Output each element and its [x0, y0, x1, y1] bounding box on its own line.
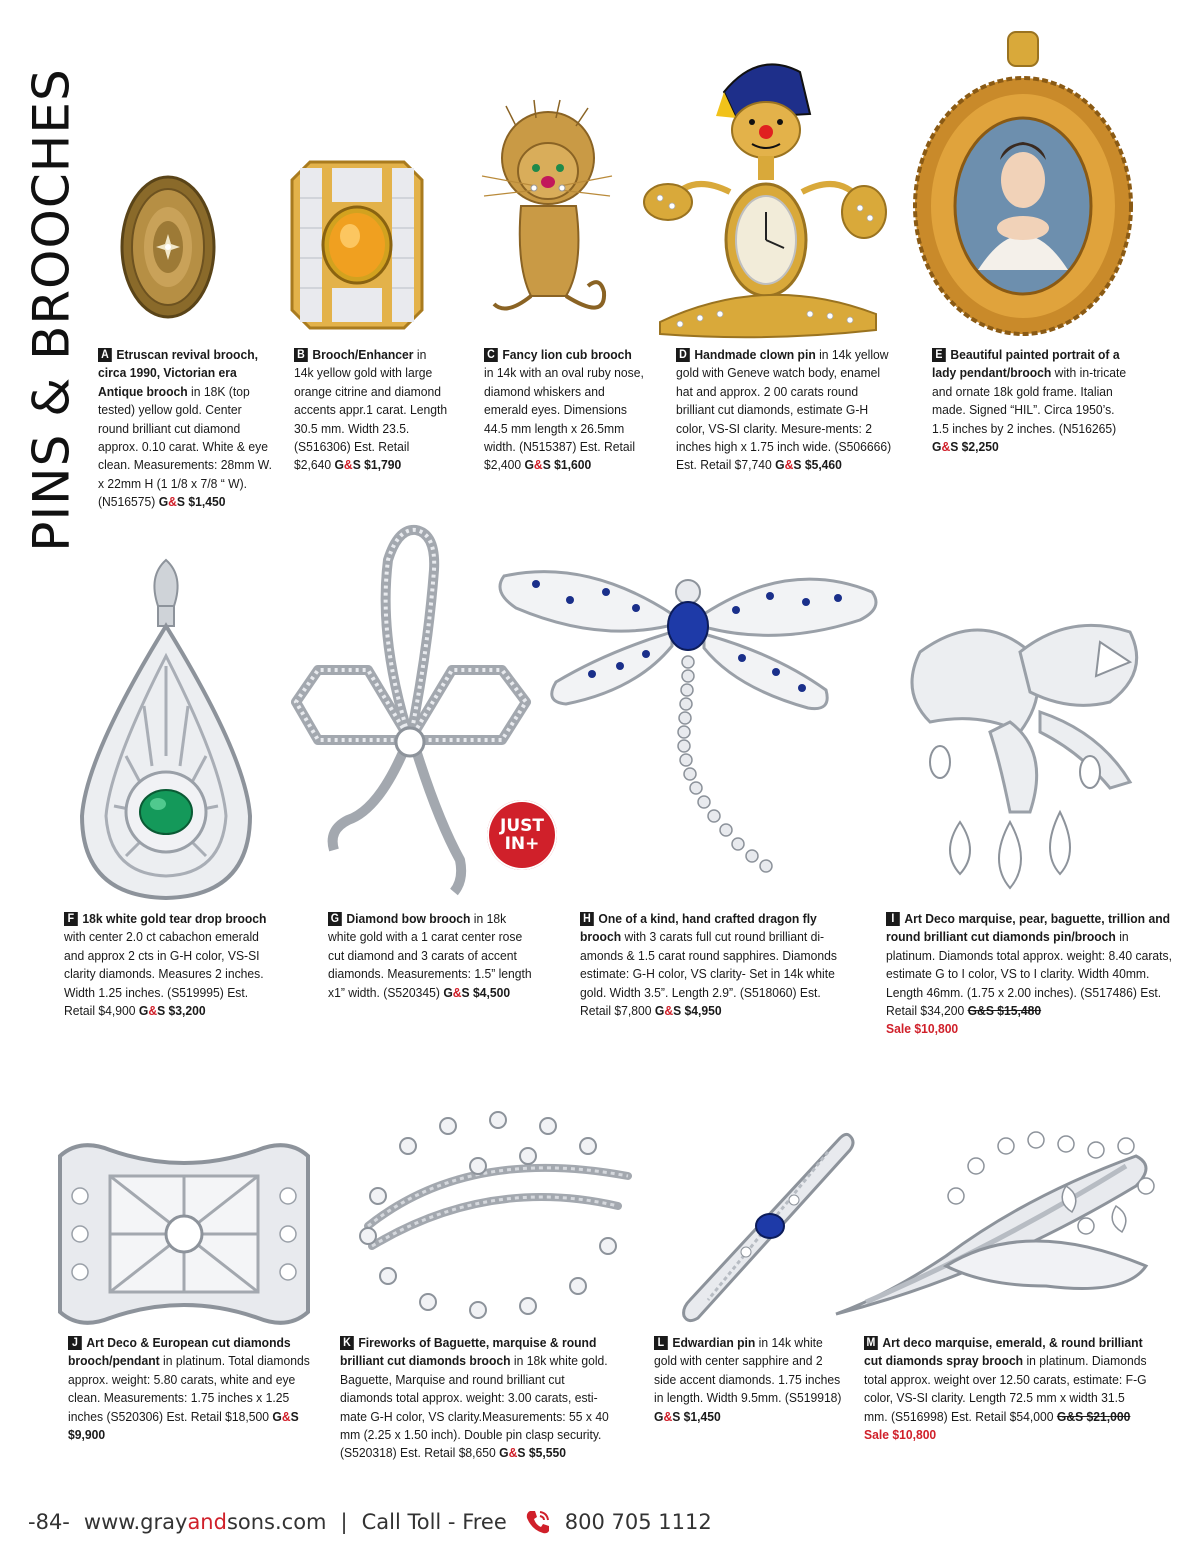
item-letter-badge: D	[676, 348, 690, 362]
item-m-image	[826, 1126, 1160, 1328]
item-letter-badge: C	[484, 348, 498, 362]
item-c-description: C Fancy lion cub brooch in 14k with an oval ruby nose, diamond whiskers and emerald eyes. Dimensions 44.5 mm length x 26.5mm width. (N515387) Est. Retail $2,400 G&S $1,600	[484, 347, 644, 473]
item-i-description: I Art Deco marquise, pear, baguette, trillion and round brilliant cut diamonds pin/brooch in platinum. Diamonds total approx. weight: 8.40 carats, estimate G to I color, VS to I clarity. Width 40mm. Length 46mm. (1.75 x 2.00 inches). (S517486) Est. Retail $34,200 G&S $15,480 Sale $10,800	[886, 911, 1172, 1037]
item-letter-badge: H	[580, 912, 594, 926]
item-price: G&S $1,600	[524, 457, 592, 473]
item-g-description: G Diamond bow brooch in 18k white gold with a 1 carat center rose cut diamond and 3 carats of accent diamonds. Measurements: 1.5” length x1” width. (S520345) G&S $4,500	[328, 911, 532, 1000]
call-label: Call Toll - Free	[361, 1510, 507, 1534]
item-letter-badge: M	[864, 1336, 878, 1350]
item-letter-badge: L	[654, 1336, 668, 1350]
item-letter-badge: E	[932, 348, 946, 362]
page-title: PINS & BROOCHES	[23, 68, 82, 552]
item-l-description: L Edwardian pin in 14k white gold with center sapphire and 2 side accent diamonds. 1.75 inches in length. Width 9.5mm. (S519918) G&S $1,450	[654, 1335, 842, 1424]
item-j-description: J Art Deco & European cut diamonds brooch/pendant in platinum. Total diamonds approx. weight: 5.80 carats, white and eye clean. Measurements: 1.75 inches x 1.25 inches (S520306) Est. Retail $18,500 G&S $9,900	[68, 1335, 310, 1443]
item-letter-badge: I	[886, 912, 900, 926]
item-price: G&S $4,950	[654, 1003, 722, 1019]
item-letter-badge: A	[98, 348, 112, 362]
website-link[interactable]: www.grayandsons.com	[83, 1510, 327, 1534]
item-letter-badge: J	[68, 1336, 82, 1350]
item-m-description: M Art deco marquise, emerald, & round brilliant cut diamonds spray brooch in platinum. Diamonds total approx. weight over 12.50 carats, estimate: F-G color, VS-SI clarity. Length 72.5 mm x width 31.5 mm. (S516998) Est. Retail $54,000 G&S $21,000 Sale $10,800	[864, 1335, 1147, 1443]
item-b-description: B Brooch/Enhancer in 14k yellow gold with large orange citrine and diamond accents appr.1 carat. Length 30.5 mm. Width 23.5. (S516306) Est. Retail $2,640 G&S $1,790	[294, 347, 448, 473]
item-a-description: A Etruscan revival brooch, circa 1990, Victorian era Antique brooch in 18K (top tested) yellow gold. Center round brilliant cut diamond approx. 0.10 carat. White & eye clean. Measurements: 28mm W. x 22mm H (1 1/8 x 7/8 “ W). (N516575) G&S $1,450	[98, 347, 272, 510]
item-e-description: E Beautiful painted portrait of a lady pendant/brooch with in-tricate and ornate 18k gold frame. Italian made. Signed “HIL”. Circa 1950’s. 1.5 inches by 2 inches. (N516265) G&S $2,250	[932, 347, 1127, 455]
item-k-image	[348, 1106, 640, 1334]
just-in-badge: JUST IN+	[487, 800, 557, 870]
phone-number[interactable]: 800 705 1112	[564, 1510, 712, 1534]
item-price: G&S $5,550	[499, 1445, 566, 1461]
item-k-description: K Fireworks of Baguette, marquise & round brilliant cut diamonds brooch in 18k white gold. Baguette, Marquise and round brilliant cut diamonds total approx. weight: 3.00 carats, esti-mate G-H color, VS clarity.Measurements: 55 x 40 mm (2.25 x 1.50 inch). Double pin clasp security. (S520318) Est. Retail $8,650 G&S $5,550	[340, 1335, 609, 1461]
item-letter-badge: K	[340, 1336, 354, 1350]
phone-icon	[523, 1507, 553, 1537]
item-price: G&S $1,790	[334, 457, 402, 473]
item-h-image	[496, 562, 880, 894]
item-price: G&S $4,500	[443, 984, 511, 1000]
item-letter-badge: G	[328, 912, 342, 926]
item-f-description: F 18k white gold tear drop brooch with center 2.0 ct cabachon emerald and approx 2 cts in G-H color, VS-SI clarity diamonds. Measures 2 inches. Width 1.25 inches. (S519995) Est. Retail $4,900 G&S $3,200	[64, 911, 267, 1019]
item-price: G&S $9,900	[68, 1408, 299, 1443]
item-h-description: H One of a kind, hand crafted dragon fly brooch with 3 carats full cut round brilliant di-amonds & 1.5 carat round sapphires. Diamonds estimate: G-H color, VS clarity- Set in 14k white gold. Width 3.5”. Length 2.9”. (S518060) Est. Retail $7,800 G&S $4,950	[580, 911, 837, 1019]
item-d-image	[640, 52, 890, 342]
item-j-image	[50, 1136, 318, 1332]
item-c-image	[476, 96, 616, 336]
item-sale-price: Sale $10,800	[864, 1427, 937, 1443]
item-i-image	[900, 612, 1150, 898]
item-old-price: G&S $15,480	[967, 1003, 1042, 1019]
item-b-image	[288, 158, 426, 332]
item-price: G&S $2,250	[932, 439, 999, 455]
page-number: -84-	[28, 1510, 70, 1534]
item-d-description: D Handmade clown pin in 14k yellow gold with Geneve watch body, enamel hat and approx. 2 00 carats round brilliant cut diamonds, estimate G-H color, VS-SI clarity. Mesure-ments: 2 inches high x 1.75 inch wide. (S506666) Est. Retail $7,740 G&S $5,460	[676, 347, 892, 473]
item-old-price: G&S $21,000	[1056, 1408, 1131, 1424]
item-price: G&S $3,200	[138, 1003, 206, 1019]
item-sale-price: Sale $10,800	[886, 1021, 959, 1037]
item-a-image	[118, 172, 218, 322]
item-f-image	[66, 556, 266, 906]
item-price: G&S $1,450	[654, 1408, 721, 1424]
item-letter-badge: B	[294, 348, 308, 362]
item-price: G&S $1,450	[158, 494, 226, 510]
item-e-image	[908, 30, 1138, 340]
page-footer	[28, 1505, 712, 1539]
item-price: G&S $5,460	[775, 457, 842, 473]
footer-separator: |	[340, 1510, 348, 1534]
item-letter-badge: F	[64, 912, 78, 926]
